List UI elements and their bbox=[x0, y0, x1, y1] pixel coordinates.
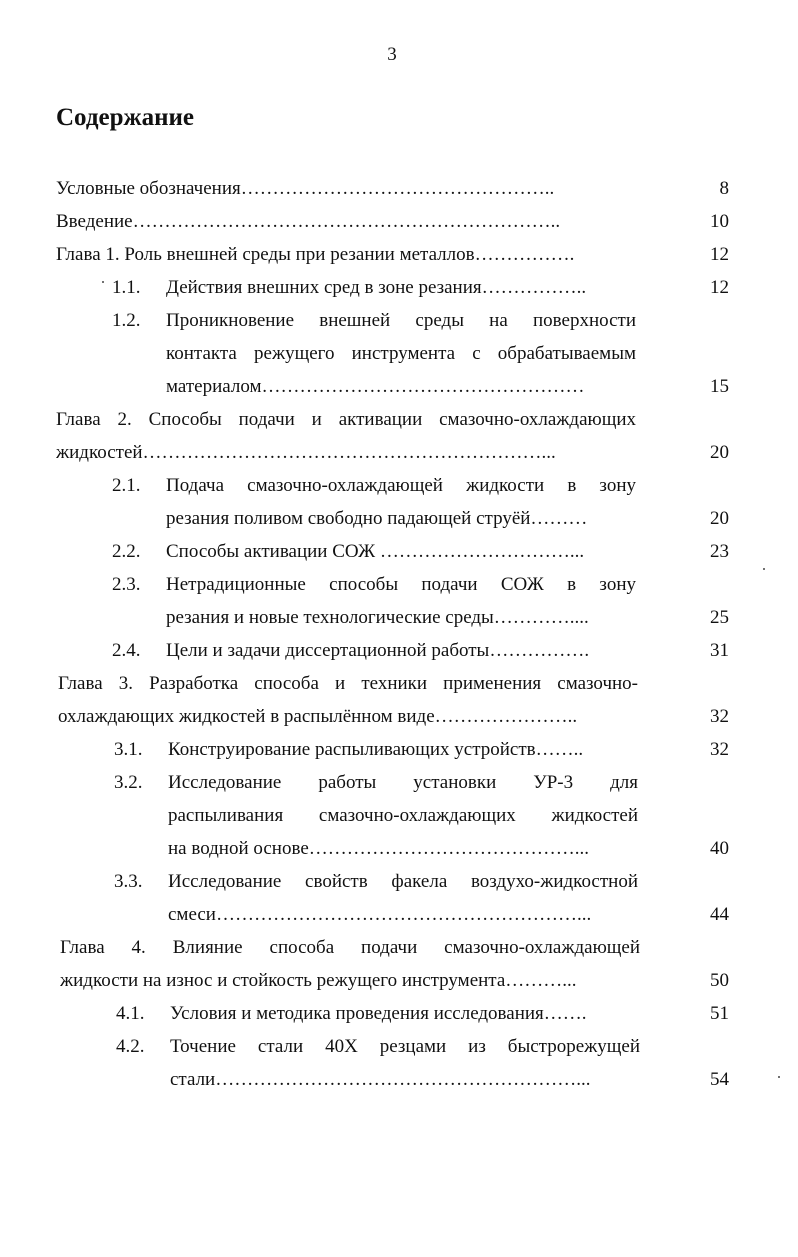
toc-section-number: 3.3. bbox=[114, 871, 143, 892]
toc-entry-page: 12 bbox=[710, 277, 729, 298]
toc-entry-text-line-2: контакта режущего инструмента с обрабатываемым bbox=[166, 343, 636, 364]
toc-entry-page: 44 bbox=[710, 904, 729, 925]
toc-section-number: 2.2. bbox=[112, 541, 141, 562]
toc-entry-text-line-2: резания поливом свободно падающей струёй……… bbox=[166, 508, 588, 529]
toc-entry-text-line-1: Глава 2. Способы подачи и активации смазочно-охлаждающих bbox=[56, 409, 636, 430]
toc-entry-text-line-3: материалом…………………………………………… bbox=[166, 376, 585, 397]
toc-section-number: 4.1. bbox=[116, 1003, 145, 1024]
toc-section-number: 3.2. bbox=[114, 772, 143, 793]
toc-section-number: 1.1. bbox=[112, 277, 141, 298]
scan-speck bbox=[778, 1076, 780, 1078]
toc-entry-text-line-1: Подача смазочно-охлаждающей жидкости в зону bbox=[166, 475, 636, 496]
toc-entry-page: 40 bbox=[710, 838, 729, 859]
toc-entry-text-line-1: Нетрадиционные способы подачи СОЖ в зону bbox=[166, 574, 636, 595]
toc-section-number: 2.4. bbox=[112, 640, 141, 661]
toc-entry-text: Введение………………………………………………………….. bbox=[56, 211, 561, 232]
toc-entry-page: 10 bbox=[710, 211, 729, 232]
toc-entry-text-line-2: распыливания смазочно-охлаждающих жидкостей bbox=[168, 805, 638, 826]
toc-entry-text-line-1: Глава 4. Влияние способа подачи смазочно-охлаждающей bbox=[60, 937, 640, 958]
toc-entry-text-line-2: стали…………………………………………………... bbox=[170, 1069, 591, 1090]
scan-speck bbox=[102, 281, 104, 283]
toc-entry-text: Глава 1. Роль внешней среды при резании металлов……………. bbox=[56, 244, 575, 265]
toc-entry-page: 20 bbox=[710, 442, 729, 463]
toc-section-number: 3.1. bbox=[114, 739, 143, 760]
page-title: Содержание bbox=[56, 104, 195, 131]
toc-entry-text-line-1: Исследование свойств факела воздухо-жидкостной bbox=[168, 871, 638, 892]
toc-entry-page: 51 bbox=[710, 1003, 729, 1024]
toc-entry-text: Условия и методика проведения исследования……. bbox=[170, 1003, 587, 1024]
toc-entry-text-line-2: охлаждающих жидкостей в распылённом виде………………….. bbox=[58, 706, 578, 727]
toc-entry-text-line-2: смеси…………………………………………………... bbox=[168, 904, 592, 925]
page-number: 3 bbox=[387, 44, 397, 65]
toc-entry-page: 15 bbox=[710, 376, 729, 397]
toc-section-number: 2.1. bbox=[112, 475, 141, 496]
toc-entry-text: Цели и задачи диссертационной работы……………. bbox=[166, 640, 590, 661]
toc-entry-text: Действия внешних сред в зоне резания…………….. bbox=[166, 277, 587, 298]
toc-section-number: 4.2. bbox=[116, 1036, 145, 1057]
toc-entry-text-line-1: Глава 3. Разработка способа и техники применения смазочно- bbox=[58, 673, 638, 694]
toc-entry-page: 32 bbox=[710, 706, 729, 727]
toc-entry-text: Способы активации СОЖ …………………………... bbox=[166, 541, 585, 562]
scan-speck bbox=[763, 568, 765, 570]
toc-entry-page: 12 bbox=[710, 244, 729, 265]
toc-entry-page: 32 bbox=[710, 739, 729, 760]
toc-entry-page: 25 bbox=[710, 607, 729, 628]
toc-entry-text-line-3: на водной основе……………………………………... bbox=[168, 838, 590, 859]
toc-entry-page: 8 bbox=[719, 178, 729, 199]
toc-entry-page: 20 bbox=[710, 508, 729, 529]
toc-entry-text-line-1: Проникновение внешней среды на поверхности bbox=[166, 310, 636, 331]
toc-entry-text: Условные обозначения………………………………………….. bbox=[56, 178, 555, 199]
toc-entry-text-line-2: жидкости на износ и стойкость режущего инструмента………... bbox=[60, 970, 577, 991]
toc-entry-page: 54 bbox=[710, 1069, 729, 1090]
toc-entry-text-line-2: резания и новые технологические среды………….... bbox=[166, 607, 589, 628]
toc-section-number: 1.2. bbox=[112, 310, 141, 331]
toc-entry-text-line-1: Исследование работы установки УР-3 для bbox=[168, 772, 638, 793]
toc-entry-page: 23 bbox=[710, 541, 729, 562]
toc-section-number: 2.3. bbox=[112, 574, 141, 595]
toc-entry-page: 50 bbox=[710, 970, 729, 991]
toc-entry-text-line-2: жидкостей………………………………………………………... bbox=[56, 442, 556, 463]
toc-entry-text: Конструирование распыливающих устройств…….. bbox=[168, 739, 584, 760]
toc-entry-page: 31 bbox=[710, 640, 729, 661]
toc-entry-text-line-1: Точение стали 40Х резцами из быстрорежущей bbox=[170, 1036, 640, 1057]
